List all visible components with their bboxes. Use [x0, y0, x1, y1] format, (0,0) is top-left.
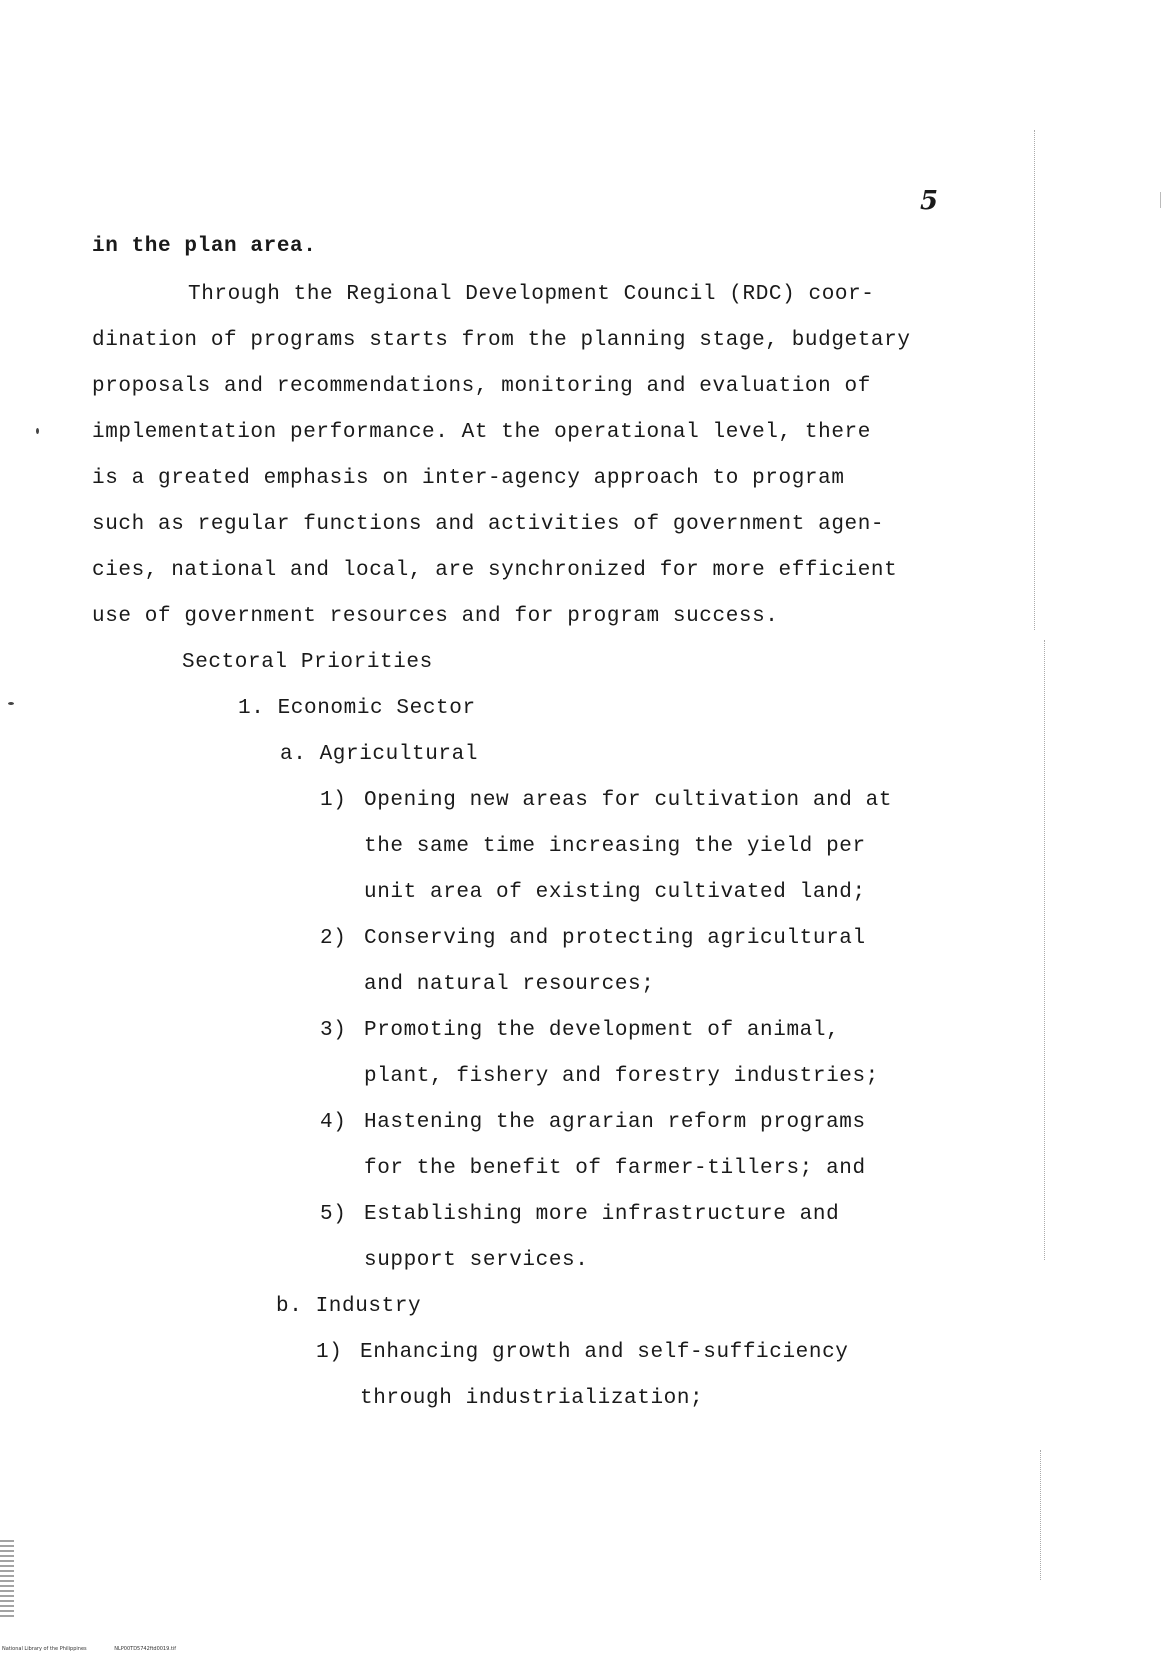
list-item-line: support services.	[364, 1249, 589, 1272]
list-item-line: and natural resources;	[364, 973, 655, 996]
list-item-number: 1)	[316, 1341, 343, 1364]
list-item-line: Promoting the development of animal,	[364, 1019, 840, 1042]
subsection-agricultural	[280, 742, 478, 768]
list-item-line: for the benefit of farmer-tillers; and	[364, 1157, 866, 1180]
scan-speck	[8, 702, 14, 705]
archive-footer	[2, 1646, 176, 1652]
subsection-letter: a.	[280, 743, 307, 766]
scan-edge-artifact	[1040, 1450, 1042, 1580]
rdc-paragraph-line: cies, national and local, are synchronized for more efficient	[92, 559, 898, 582]
list-item-number: 2)	[320, 927, 347, 950]
list-item-line: Hastening the agrarian reform programs	[364, 1111, 866, 1134]
rdc-paragraph-line: Through the Regional Development Council (RDC) coor-	[188, 283, 875, 306]
scan-edge-artifact	[1034, 130, 1036, 630]
subsection-letter: b.	[276, 1295, 303, 1318]
scan-edge-artifact	[1160, 192, 1161, 208]
rdc-paragraph-line: dination of programs starts from the planning stage, budgetary	[92, 329, 911, 352]
subsection-title: Industry	[315, 1295, 422, 1318]
list-item-line: plant, fishery and forestry industries;	[364, 1065, 879, 1088]
sectoral-heading: Sectoral Priorities	[182, 651, 433, 674]
list-item-line: through industrialization;	[360, 1387, 704, 1410]
list-item-number: 5)	[320, 1203, 347, 1226]
sector-number: 1.	[238, 697, 265, 720]
list-item-line: Conserving and protecting agricultural	[364, 927, 866, 950]
list-item-line: Enhancing growth and self-sufficiency	[360, 1341, 849, 1364]
list-item-line: the same time increasing the yield per	[364, 835, 866, 858]
paragraph-continuation: in the plan area.	[92, 235, 317, 258]
subsection-title: Agricultural	[319, 743, 479, 766]
rdc-paragraph-line: use of government resources and for program success.	[92, 605, 779, 628]
scan-speck	[36, 428, 39, 434]
rdc-paragraph-line: proposals and recommendations, monitoring and evaluation of	[92, 375, 871, 398]
scan-corner-blot	[0, 1540, 14, 1620]
footer-file: NLP00TD5742ftd0019.tif	[114, 1646, 176, 1652]
footer-library: National Library of the Philippines	[2, 1646, 87, 1652]
list-item-number: 1)	[320, 789, 347, 812]
rdc-paragraph-line: implementation performance. At the operational level, there	[92, 421, 871, 444]
list-item-number: 4)	[320, 1111, 347, 1134]
scan-edge-artifact	[1044, 640, 1046, 1260]
list-item-line: unit area of existing cultivated land;	[364, 881, 866, 904]
page-number: 5	[920, 186, 939, 216]
subsection-industry	[276, 1294, 421, 1320]
rdc-paragraph-line: is a greated emphasis on inter-agency approach to program	[92, 467, 845, 490]
sector-title: Economic Sector	[277, 697, 476, 720]
list-item-line: Establishing more infrastructure and	[364, 1203, 840, 1226]
list-item-number: 3)	[320, 1019, 347, 1042]
rdc-paragraph-line: such as regular functions and activities of government agen-	[92, 513, 885, 536]
sector-heading	[238, 696, 476, 722]
list-item-line: Opening new areas for cultivation and at	[364, 789, 893, 812]
